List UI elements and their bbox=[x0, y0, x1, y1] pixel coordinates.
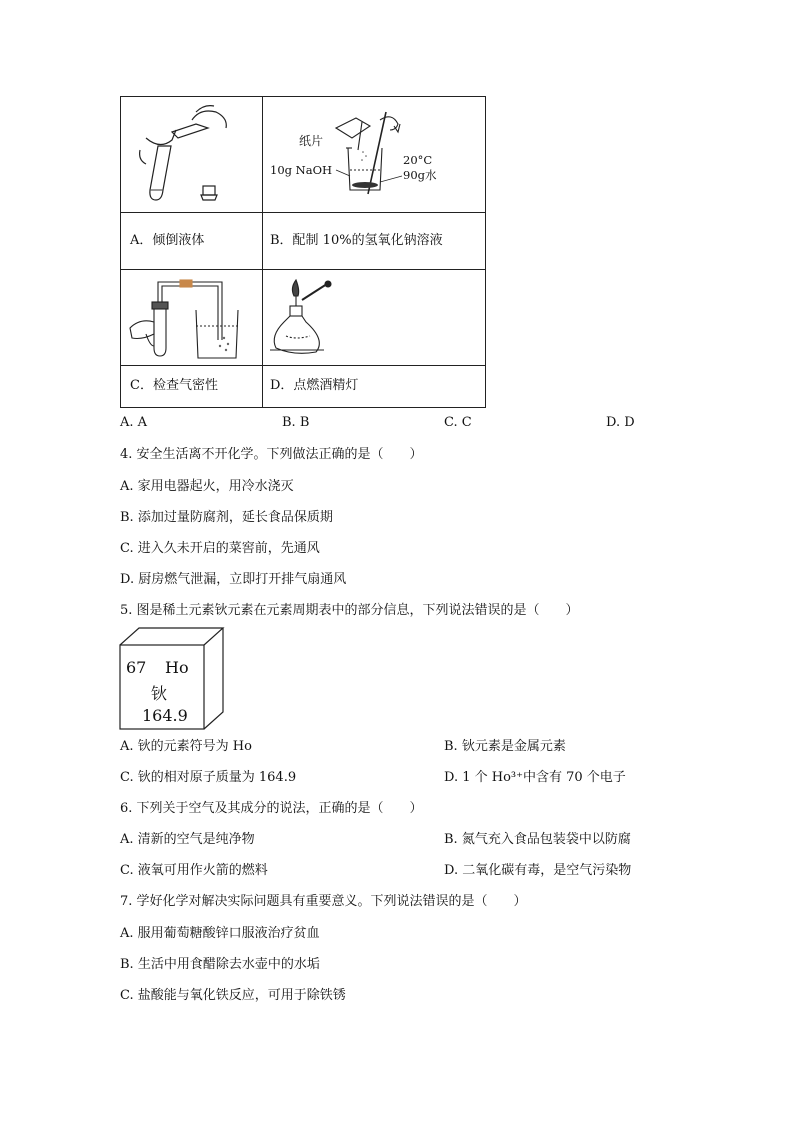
q4-stem: 4. 安全生活离不开化学。下列做法正确的是（ ） bbox=[120, 447, 423, 462]
pouring-liquid-figure bbox=[140, 106, 227, 200]
q5-option-c: C. 钬的相对原子质量为 164.9 bbox=[120, 770, 297, 785]
element-name: 钬 bbox=[151, 684, 168, 703]
element-symbol: Ho bbox=[165, 658, 189, 677]
q7-stem: 7. 学好化学对解决实际问题具有重要意义。下列说法错误的是（ ） bbox=[120, 894, 527, 909]
paper-label: 纸片 bbox=[299, 134, 324, 148]
q6-stem: 6. 下列关于空气及其成分的说法，正确的是（ ） bbox=[120, 801, 423, 816]
q3-option-c: C. C bbox=[444, 415, 472, 430]
alcohol-lamp-figure bbox=[270, 280, 331, 353]
element-number: 67 bbox=[126, 658, 147, 677]
q5-option-b: B. 钬元素是金属元素 bbox=[444, 739, 566, 754]
cell-c-label: C．检查气密性 bbox=[130, 378, 218, 393]
q3-option-a: A. A bbox=[120, 415, 148, 430]
q6-option-d: D. 二氧化碳有毒，是空气污染物 bbox=[444, 863, 632, 878]
q3-option-b: B. B bbox=[282, 415, 310, 430]
cell-a-label: A．倾倒液体 bbox=[130, 233, 205, 248]
q6-option-b: B. 氮气充入食品包装袋中以防腐 bbox=[444, 832, 631, 847]
cell-d-label: D．点燃酒精灯 bbox=[270, 378, 359, 393]
water-label: 90g水 bbox=[403, 168, 437, 182]
experiment-table bbox=[0, 0, 794, 420]
solution-prep-figure bbox=[270, 112, 437, 194]
q6-option-a: A. 清新的空气是纯净物 bbox=[120, 832, 255, 847]
q7-option-c: C. 盐酸能与氧化铁反应，可用于除铁锈 bbox=[120, 988, 346, 1003]
q7-option-b: B. 生活中用食醋除去水壶中的水垢 bbox=[120, 957, 320, 972]
q4-option-c: C. 进入久未开启的菜窖前，先通风 bbox=[120, 541, 320, 556]
cell-b-label: B．配制 10%的氢氧化钠溶液 bbox=[270, 233, 443, 248]
temp-label: 20°C bbox=[403, 153, 433, 167]
q3-option-d: D. D bbox=[606, 415, 635, 430]
q6-option-c: C. 液氧可用作火箭的燃料 bbox=[120, 863, 268, 878]
element-mass: 164.9 bbox=[142, 706, 188, 725]
q5-option-d: D. 1 个 Ho³⁺中含有 70 个电子 bbox=[444, 770, 626, 785]
airtightness-figure bbox=[130, 280, 238, 358]
q5-option-a: A. 钬的元素符号为 Ho bbox=[120, 739, 252, 754]
q4-option-d: D. 厨房燃气泄漏，立即打开排气扇通风 bbox=[120, 572, 347, 587]
naoh-label: 10g NaOH bbox=[270, 163, 333, 177]
q5-stem: 5. 图是稀土元素钬元素在元素周期表中的部分信息，下列说法错误的是（ ） bbox=[120, 603, 579, 618]
q4-option-b: B. 添加过量防腐剂，延长食品保质期 bbox=[120, 510, 333, 525]
q4-option-a: A. 家用电器起火，用冷水浇灭 bbox=[120, 479, 294, 494]
q7-option-a: A. 服用葡萄糖酸锌口服液治疗贫血 bbox=[120, 926, 320, 941]
